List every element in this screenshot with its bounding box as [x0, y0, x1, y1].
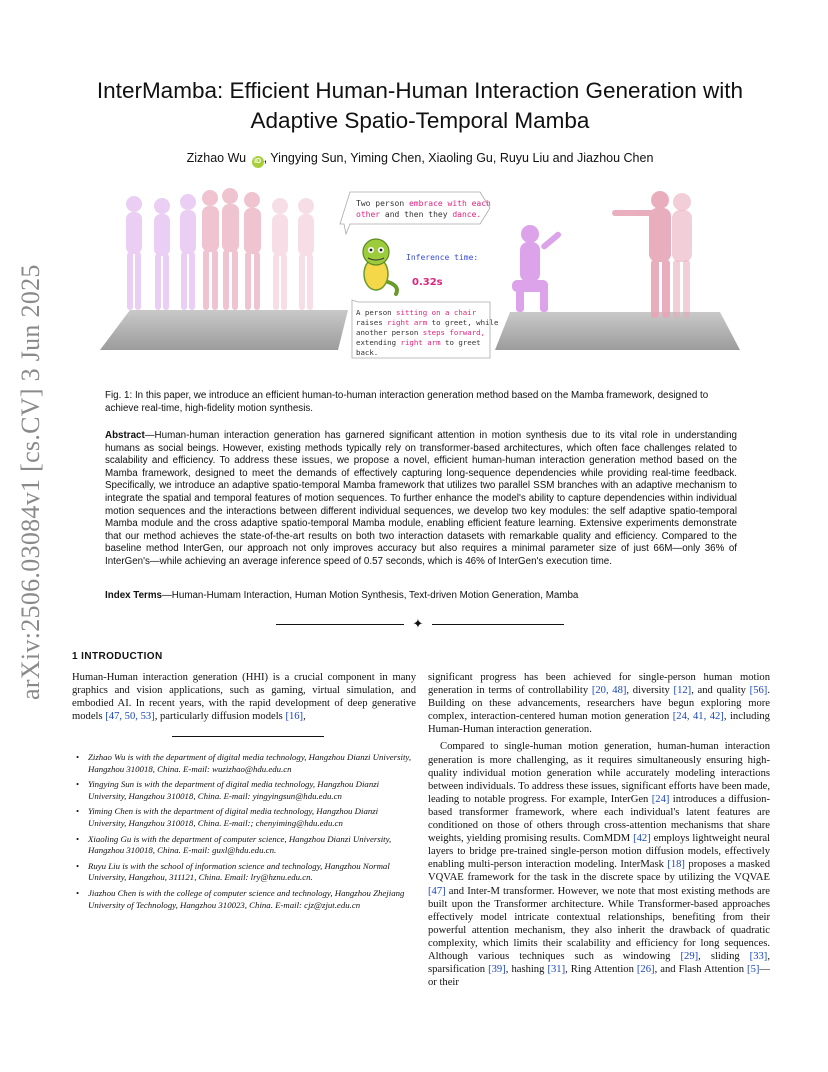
divider-diamond-icon: ✦ — [412, 616, 424, 631]
arxiv-identifier: arXiv:2506.03084v1 [cs.CV] 3 Jun 2025 — [16, 264, 45, 700]
abstract — [105, 430, 737, 569]
intro-text-3: , — [303, 711, 306, 723]
left-floor-plane — [100, 310, 348, 350]
bubble2-text-11: back. — [356, 348, 379, 357]
teaser-figure — [100, 182, 740, 377]
citation-link[interactable]: [12] — [673, 685, 692, 697]
bubble2-text-4: right arm — [387, 318, 428, 327]
right-scene-figures — [512, 191, 692, 318]
citation-link[interactable]: [24] — [651, 793, 670, 805]
bubble2-text-9: right arm — [400, 338, 441, 347]
text-run: and Inter-M transformer. However, we note that most existing methods are built upon the Transformer architecture. While Transformer-based approaches effectively model intricate contextual relationships, benefiting from their powerful attention mechanism, they also inherit the drawback of quadratic complexity, which limits their scalability and efficiency for long sequences. Although various techniques such as windowing — [428, 885, 770, 962]
title-line-2: Adaptive Spatio-Temporal Mamba — [250, 108, 590, 133]
citation-link[interactable]: [47, 50, 53] — [105, 711, 155, 723]
citation-link[interactable]: [20, 48] — [591, 685, 627, 697]
inference-time-label: Inference time: — [406, 253, 479, 262]
footnote-item: • Yingying Sun is with the department of digital media technology, Hangzhou Dianzi University, Hangzhou 310018, China. E-mail: yingyingsun@hdu.edu.cn — [72, 779, 416, 802]
text-run: , diversity — [626, 685, 674, 697]
section-divider-right — [432, 624, 564, 625]
footnote-item: • Zizhao Wu is with the department of digital media technology, Hangzhou Dianzi University, Hangzhou 310018, China. E-mail: wuzizhao@hdu.edu.cn — [72, 752, 416, 775]
footnote-item: • Yiming Chen is with the department of digital media technology, Hangzhou Dianzi University, Hangzhou 310018, China. E-mail:; chenyiming@hdu.edu.cn — [72, 806, 416, 829]
citation-link[interactable]: [24, 41, 42] — [672, 711, 724, 723]
footnote-item: • Ruyu Liu is with the school of information science and technology, Hangzhou Normal University, Hangzhou, 311121, China. Email: lry@hznu.edu.cn. — [72, 861, 416, 884]
footnote-item: • Jiazhou Chen is with the college of computer science and technology, Hangzhou Zhejiang University of Technology, Hangzhou 310023, China. E-mail: cjz@zjut.edu.cn — [72, 888, 416, 911]
citation-link[interactable]: [29] — [680, 950, 699, 962]
text-run: proposes a masked VQVAE framework for the task in the discrete space by utilizing the VQVAE — [428, 859, 771, 884]
footnote-rule — [172, 736, 324, 737]
text-run: , Ring Attention — [565, 964, 637, 976]
teaser-illustration — [100, 182, 740, 377]
citation-link[interactable]: [26] — [636, 964, 655, 976]
left-scene-figures — [126, 188, 314, 310]
citation-link[interactable]: [42] — [633, 833, 651, 845]
section-divider-left — [276, 624, 404, 625]
citation-link[interactable]: [31] — [547, 964, 566, 976]
text-run: , and Flash Attention — [654, 964, 748, 976]
snake-mascot-icon — [363, 239, 397, 294]
text-run: . Building on these advancements, researchers have begun exploring more complex, interaction-centered human motion generation — [428, 685, 770, 723]
bubble2-text-10: to greet — [440, 338, 481, 347]
bubble1-text-b: embrace with each — [408, 199, 491, 208]
first-author: Zizhao Wu — [186, 151, 247, 165]
svg-text:another person steps forward, — [356, 328, 485, 337]
text-run: —or their — [428, 964, 770, 989]
svg-text:other and then they dance. — [356, 210, 481, 219]
orcid-icon[interactable]: iD — [252, 156, 264, 168]
index-terms-label: Index Terms — [105, 590, 162, 601]
citation-link[interactable]: [16] — [285, 711, 304, 723]
left-column-text — [72, 671, 416, 723]
citation-link[interactable]: [18] — [667, 859, 685, 871]
bubble1-text-c: other — [356, 210, 381, 219]
svg-text:Two person embrace with each — [356, 199, 491, 208]
prompt-bubble-top — [340, 192, 491, 234]
citation-link[interactable]: [47] — [428, 885, 446, 897]
text-run: , sparsification — [428, 950, 770, 976]
svg-text:A person sitting on a chair — [356, 308, 477, 317]
text-run: , and quality — [691, 685, 750, 697]
text-run: , hashing — [505, 964, 548, 976]
citation-link[interactable]: [39] — [488, 964, 506, 976]
bubble1-text-d: and then they — [380, 210, 453, 219]
intro-text-1: Human-Human interaction generation (HHI) is a crucial component in many graphics and vision applications, such as gaming, virtual simulation, and embodied AI. In recent years, with the rapid development of deep generative models — [72, 672, 416, 723]
bubble2-text-6: another person — [356, 328, 423, 337]
text-run: introduces a diffusion-based transformer framework, where each individual's latent features are conditioned on those of others through cross-attention mechanisms that share weights, yielding promising results. ComMDM — [428, 793, 770, 845]
abstract-text: —Human-human interaction generation has garnered significant attention in motion synthesis due to its vital role in understanding humans as social beings. However, existing methods typically rely on transformer-based architectures, which often face challenges related to scalability and efficiency. To address these issues, we propose a novel, efficient human-human interaction generation method based on the Mamba framework, designed to meet the demands of effectively capturing long-sequence dependencies while providing real-time feedback. Specifically, we introduce an adaptive spatio-temporal Mamba framework that utilizes two parallel SSM branches with an adaptive mechanism to integrate the spatial and temporal features of motion sequences. To further enhance the model's ability to capture dependencies within individual motion sequences and the interactions between different individual sequences, we develop two key modules: the self adaptive spatio-temporal Mamba module and the cross adaptive spatio-temporal Mamba module, enabling efficient feature learning. Extensive experiments demonstrate that our method achieves the state-of-the-art results on both two interaction datasets with remarkable quality and efficiency. Compared to the baseline method InterGen, our approach not only improves accuracy but also requires a minimal parameter size of just 66M—only 36% of InterGen's—while achieving an average inference speed of 0.57 seconds, which is 46% of InterGen's execution time. — [105, 430, 737, 567]
affiliation-footnotes — [72, 752, 416, 915]
bubble1-text-a: Two person — [356, 199, 409, 208]
title-line-1: InterMamba: Efficient Human-Human Interaction Generation with — [96, 78, 744, 103]
footnote-item: • Xiaoling Gu is with the department of computer science, Hangzhou Dianzi University, Hangzhou 310018, China. E-mail: guxl@hdu.edu.cn. — [72, 834, 416, 857]
bubble2-text-5: to greet, while — [427, 318, 499, 327]
svg-text:extending right arm to greet — [356, 338, 481, 347]
bubble2-text-2: sitting on a chair — [396, 308, 477, 317]
inference-time-value: 0.32s — [412, 277, 443, 288]
bubble2-text-7: steps forward, — [422, 328, 486, 337]
citation-link[interactable]: [56] — [749, 685, 768, 697]
section-heading-introduction: 1 INTRODUCTION — [72, 651, 163, 662]
intro-text-2: , particularly diffusion models — [154, 711, 286, 723]
author-list — [60, 151, 780, 168]
bubble2-text-8: extending — [356, 338, 401, 347]
right-column-text — [428, 671, 770, 989]
citation-link[interactable]: [5] — [747, 964, 760, 976]
text-run: , sliding — [698, 950, 750, 962]
prompt-bubble-bottom — [352, 300, 499, 358]
text-run: , including Human-Human interaction generation. — [428, 711, 770, 736]
abstract-label: Abstract — [105, 430, 145, 441]
other-authors: , Yingying Sun, Yiming Chen, Xiaoling Gu, Ruyu Liu and Jiazhou Chen — [263, 151, 654, 165]
text-run: Compared to single-human motion generation, human-human interaction generation is more challenging, as it requires simultaneously ensuring high-quality individual motion generation while accurately modeling interactions between individuals. To address these issues, significant efforts have been made, leading to notable progress. For example, InterGen — [428, 741, 770, 805]
figure-caption: Fig. 1: In this paper, we introduce an efficient human-to-human interaction generation method based on the Mamba framework, designed to achieve real-time, high-fidelity motion synthesis. — [105, 390, 709, 414]
bubble1-text-e: dance. — [452, 210, 482, 219]
paragraph — [428, 671, 770, 736]
text-run: significant progress has been achieved for single-person human motion generation in terms of controllability — [428, 672, 770, 697]
bubble2-text-1: A person — [356, 308, 397, 317]
text-run: employs lightweight neural layers to bridge pre-trained single-person motion diffusion models, effectively enabling multi-person interaction modeling. InterMask — [428, 833, 770, 871]
paper-title — [60, 76, 780, 136]
bubble2-text-3: raises — [356, 318, 388, 327]
index-terms-text: —Human-Humam Interaction, Human Motion Synthesis, Text-driven Motion Generation, Mamba — [162, 590, 579, 601]
paragraph — [428, 740, 770, 989]
svg-text:raises right arm to greet, whi — [356, 318, 499, 327]
right-floor-plane — [495, 312, 740, 350]
citation-link[interactable]: [33] — [749, 950, 768, 962]
index-terms — [105, 590, 737, 603]
